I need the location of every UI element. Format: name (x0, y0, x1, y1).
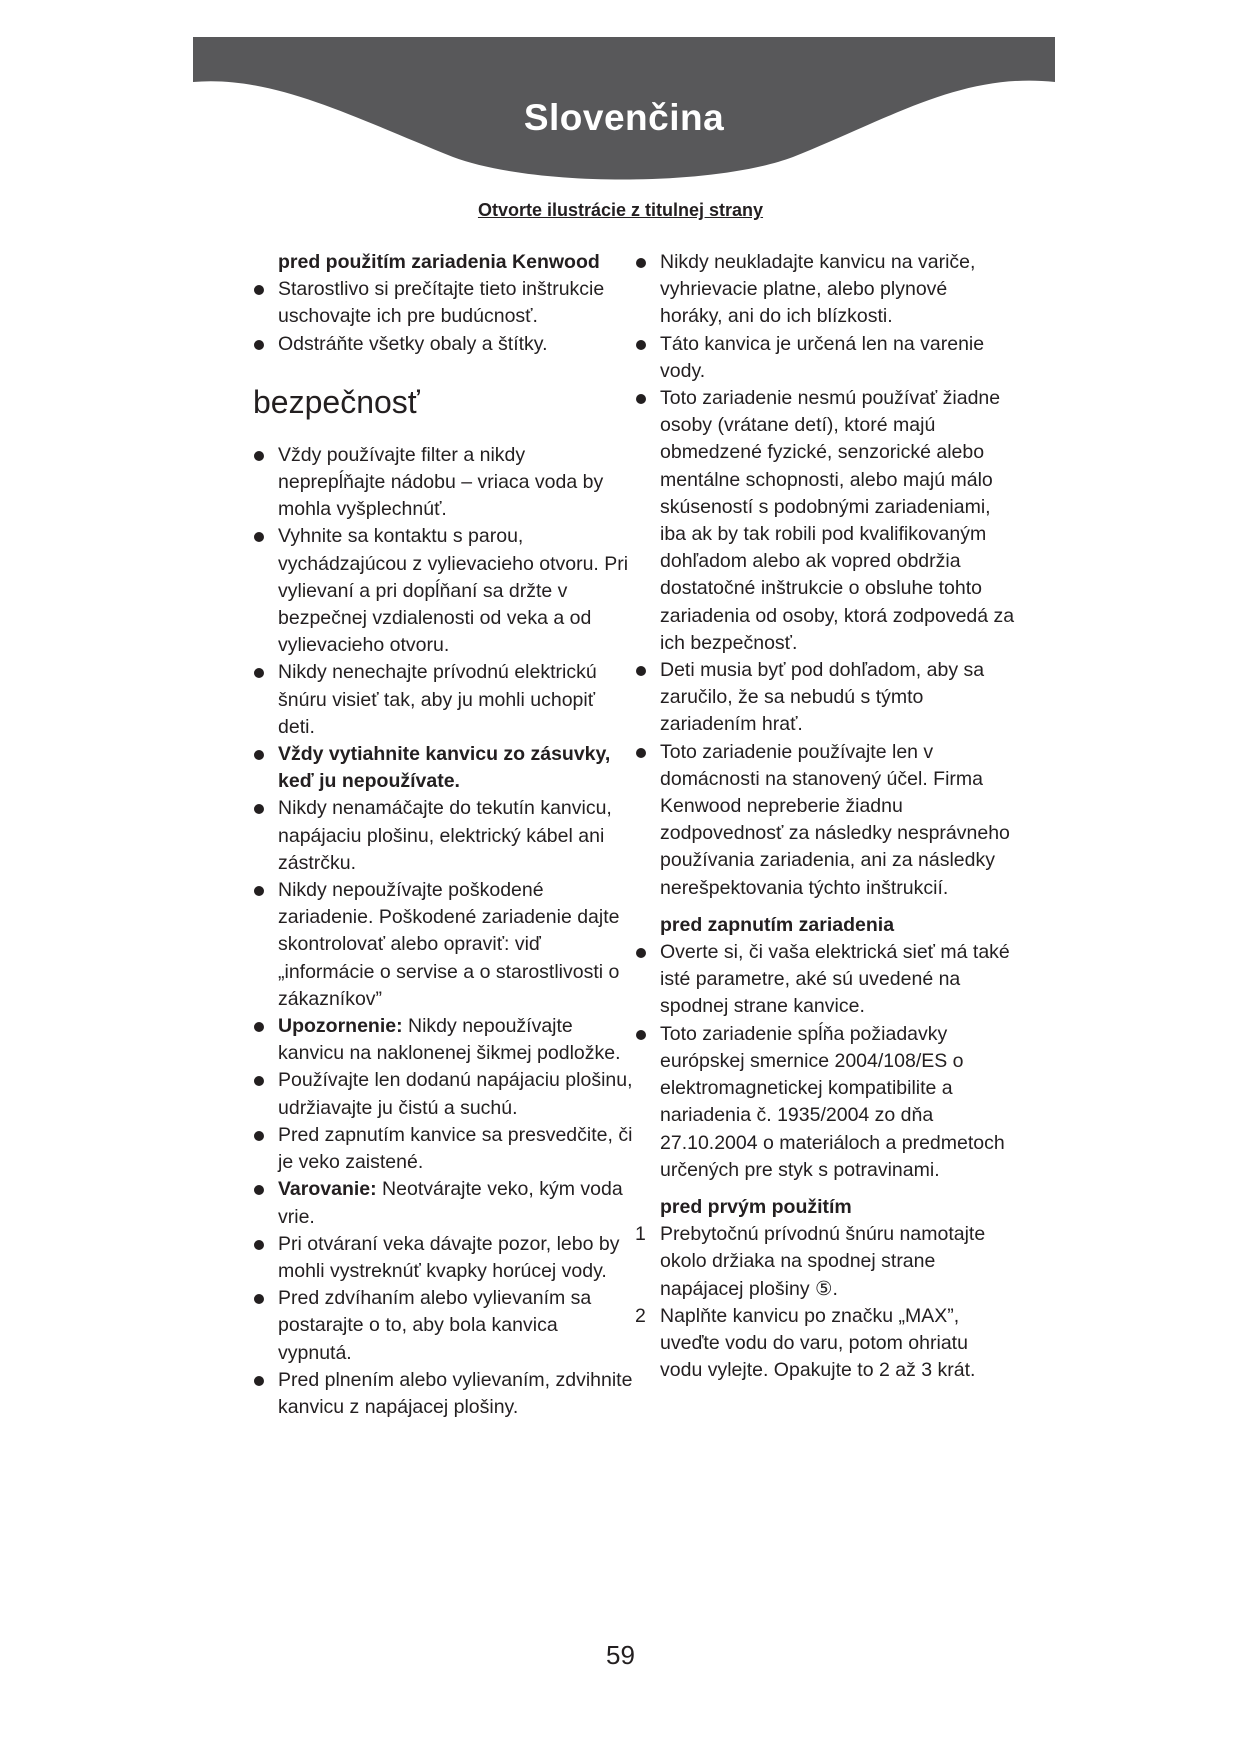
first-use-heading: pred prvým použitím (660, 1195, 852, 1218)
safety-item: Vyhnite sa kontaktu s parou, vychádzajúcou z vylievacieho otvoru. Pri vylievaní a pri dopĺňaní sa držte v bezpečnej vzdialenosti od veka a od vylievacieho otvoru. (253, 523, 633, 659)
safety-item: Pred plnením alebo vylievaním, zdvihnite kanvicu z napájacej plošiny. (253, 1367, 633, 1421)
safety-item: Pred zdvíhaním alebo vylievaním sa postarajte o to, aby bola kanvica vypnutá. (253, 1285, 633, 1367)
safety-item: Nikdy nenamáčajte do tekutín kanvicu, napájaciu plošinu, elektrický kábel ani zástrčku. (253, 795, 633, 877)
safety-item: Pred zapnutím kanvice sa presvedčite, či je veko zaistené. (253, 1122, 633, 1176)
left-column (253, 249, 633, 1421)
safety-item: Používajte len dodanú napájaciu plošinu, udržiavajte ju čistú a suchú. (253, 1067, 633, 1121)
page-title: Slovenčina (523, 97, 725, 138)
intro-heading: pred použitím zariadenia Kenwood (278, 251, 600, 273)
page-number: 59 (606, 1640, 635, 1670)
switch-on-item: Toto zariadenie spĺňa požiadavky európskej smernice 2004/108/ES o elektromagnetickej kompatibilite a nariadenia č. 1935/2004 zo dňa 27.10.2004 o materiáloch a predmetoch určených pre styk s potravinami. (635, 1021, 1015, 1184)
illustrations-note: Otvorte ilustrácie z titulnej strany (477, 200, 764, 220)
safety-item: Pri otváraní veka dávajte pozor, lebo by mohli vystreknúť kvapky horúcej vody. (253, 1231, 633, 1285)
safety-item: Táto kanvica je určená len na varenie vody. (635, 331, 1015, 385)
first-use-step: 1 Prebytočnú prívodnú šnúru namotajte okolo držiaka na spodnej strane napájacej plošiny ⑤. (635, 1223, 986, 1300)
safety-item: Upozornenie: Nikdy nepoužívajte kanvicu na naklonenej šikmej podložke. (253, 1013, 633, 1067)
safety-item: Nikdy neukladajte kanvicu na variče, vyhrievacie platne, alebo plynové horáky, ani do ich blízkosti. (635, 249, 1015, 331)
safety-item: Toto zariadenie nesmú používať žiadne osoby (vrátane detí), ktoré majú obmedzené fyzické, senzorické alebo mentálne schopnosti, alebo majú málo skúseností s podobnými zariadeniami, iba ak by tak robili pod kvalifikovaným dohľadom alebo ak vopred obdržia dostatočné inštrukcie o obsluhe tohto zariadenia od osoby, ktorá zodpovedá za ich bezpečnosť. (635, 385, 1015, 657)
safety-item: Deti musia byť pod dohľadom, aby sa zaručilo, že sa nebudú s týmto zariadením hrať. (635, 657, 1015, 739)
safety-item: Vždy používajte filter a nikdy neprepĺňajte nádobu – vriaca voda by mohla vyšplechnúť. (253, 442, 633, 524)
safety-item: Vždy vytiahnite kanvicu zo zásuvky, keď ju nepoužívate. (253, 741, 633, 795)
switch-on-item: Overte si, či vaša elektrická sieť má také isté parametre, aké sú uvedené na spodnej strane kanvice. (635, 939, 1015, 1021)
safety-item: Nikdy nepoužívajte poškodené zariadenie. Poškodené zariadenie dajte skontrolovať alebo opraviť: viď „informácie o servise a o starostlivosti o zákazníkov” (253, 877, 633, 1013)
safety-heading: bezpečnosť (253, 383, 420, 420)
safety-item: Nikdy nenechajte prívodnú elektrickú šnúru visieť tak, aby ju mohli uchopiť deti. (253, 659, 633, 741)
safety-item: Varovanie: Neotvárajte veko, kým voda vrie. (253, 1176, 633, 1230)
intro-item: Odstráňte všetky obaly a štítky. (253, 331, 633, 358)
intro-item: Starostlivo si prečítajte tieto inštrukcie uschovajte ich pre budúcnosť. (253, 276, 633, 330)
header-banner (193, 37, 1055, 197)
first-use-step: 2 Naplňte kanvicu po značku „MAX”, uveďte vodu do varu, potom ohriatu vodu vylejte. Opakujte to 2 až 3 krát. (635, 1304, 976, 1382)
right-column (635, 249, 1015, 1384)
safety-item: Toto zariadenie používajte len v domácnosti na stanovený účel. Firma Kenwood nepreberie žiadnu zodpovednosť za následky nesprávneho používania zariadenia, ani za následky nerešpektovania týchto inštrukcií. (635, 739, 1015, 902)
switch-on-heading: pred zapnutím zariadenia (660, 913, 895, 936)
